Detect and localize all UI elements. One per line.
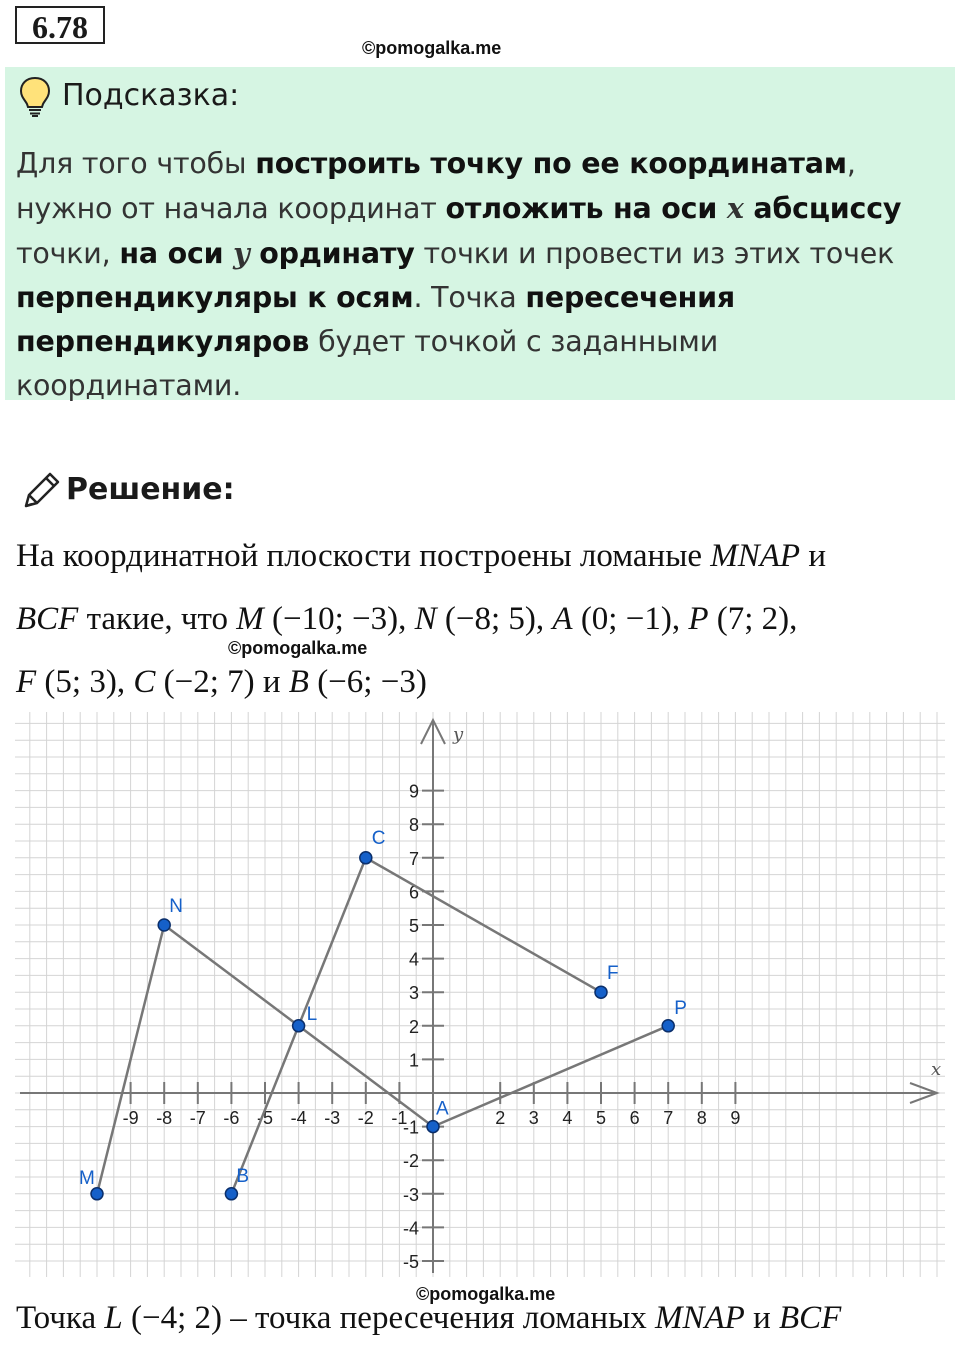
x-axis-label: x — [931, 1059, 942, 1080]
x-tick-label: -9 — [122, 1108, 139, 1128]
x-tick-label: -4 — [290, 1108, 307, 1128]
x-tick-label: 3 — [528, 1108, 539, 1128]
point-label-n: N — [169, 896, 183, 917]
x-tick-label: 9 — [730, 1108, 741, 1128]
y-tick-label: -3 — [402, 1184, 419, 1205]
x-tick-label: 4 — [562, 1108, 573, 1128]
watermark-top: ©pomogalka.me — [362, 38, 502, 58]
point-label-l: L — [306, 1003, 318, 1025]
hint-text: Для того чтобы построить точку по ее координатам, нужно от начала координат отложить на оси x абсциссу точки, на оси y ординату точки и провести из этих точек перпендикуляры к осям. Точка пересечения перпендикуляров будет точкой с заданными координатами. — [16, 147, 902, 402]
conclusion-line: Точка L (−4; 2) – точка пересечения ломаных MNAP и BCF — [16, 1300, 842, 1336]
solution-line-3: F (5; 3), C (−2; 7) и B (−6; −3) — [16, 664, 427, 700]
problem-number: 6.78 — [15, 6, 105, 44]
point-f — [595, 986, 607, 998]
point-m — [91, 1188, 103, 1200]
point-l — [293, 1020, 305, 1032]
y-tick-label: -2 — [402, 1151, 419, 1172]
point-p — [662, 1020, 674, 1032]
solution-line-1: На координатной плоскости построены ломаные MNAP и — [16, 538, 827, 574]
pencil-icon — [20, 470, 62, 512]
point-a — [427, 1121, 439, 1133]
point-label-m: M — [79, 1167, 95, 1189]
x-tick-label: -1 — [391, 1108, 408, 1128]
y-tick-label: -5 — [402, 1252, 419, 1272]
point-label-b: B — [236, 1165, 250, 1187]
x-tick-label: 7 — [663, 1108, 674, 1128]
x-tick-label: -5 — [256, 1108, 274, 1128]
x-tick-label: -2 — [357, 1108, 374, 1128]
point-label-p: P — [674, 997, 687, 1019]
point-label-c: C — [371, 827, 386, 849]
point-c — [360, 852, 372, 864]
coordinate-plane — [15, 712, 945, 1277]
y-tick-label: 7 — [408, 848, 419, 869]
solution-line-2: BCF такие, что M (−10; −3), N (−8; 5), A (0; −1), P (7; 2), — [16, 601, 798, 637]
x-tick-label: 8 — [696, 1108, 707, 1128]
y-tick-label: 4 — [408, 949, 419, 970]
y-axis-label: y — [453, 724, 464, 745]
x-tick-label: -8 — [156, 1108, 173, 1128]
y-tick-label: -4 — [402, 1218, 419, 1239]
lightbulb-icon — [18, 75, 52, 117]
solution-title: Решение: — [66, 472, 235, 507]
watermark-middle: ©pomogalka.me — [228, 638, 368, 658]
grid — [15, 712, 945, 1277]
y-tick-label: 2 — [408, 1016, 419, 1037]
watermark-bottom: ©pomogalka.me — [416, 1284, 556, 1304]
y-tick-label: 5 — [408, 916, 419, 936]
point-label-a: A — [436, 1098, 449, 1120]
x-tick-label: 6 — [629, 1108, 640, 1128]
hint-title: Подсказка: — [62, 78, 240, 113]
y-tick-label: 8 — [408, 815, 419, 836]
y-tick-label: 9 — [408, 781, 419, 802]
point-n — [158, 919, 170, 931]
y-tick-label: -1 — [402, 1117, 419, 1138]
y-tick-label: 6 — [408, 882, 419, 903]
point-label-f: F — [607, 963, 619, 985]
x-tick-label: 5 — [595, 1108, 607, 1128]
y-tick-label: 1 — [408, 1050, 419, 1071]
x-tick-label: -3 — [324, 1108, 341, 1128]
x-tick-label: 2 — [495, 1108, 506, 1128]
x-tick-label: -7 — [189, 1108, 206, 1128]
y-tick-label: 3 — [408, 983, 419, 1004]
point-b — [225, 1188, 237, 1200]
x-tick-label: -6 — [223, 1108, 240, 1128]
